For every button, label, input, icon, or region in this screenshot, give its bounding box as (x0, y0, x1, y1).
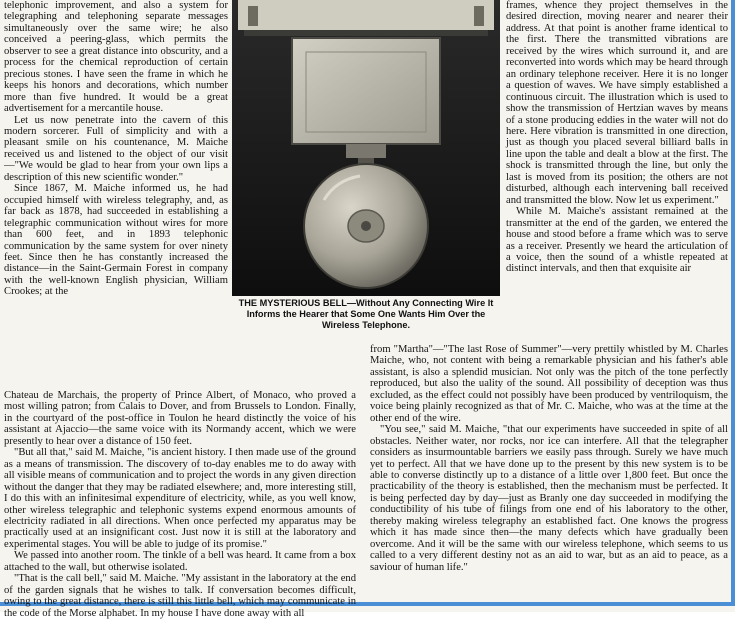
paragraph: frames, whence they project themselves in the desired direction, moving nearer and nearer their address. At that point is another frame identical to the first. There the transmitted vibrations are received by the wires which surround it, and are reconverted into words which may be heard through an ordinary telephone receiver. Here it is no longer a question of waves. We have simply established a continuous circuit. The illustration which is used to show the transmission of Hertzian waves by means of a stone producing eddies in the water will not do here. Here vibration is transmitted in one direction, just as though you placed several billiard balls in line upon the table and dealt a blow at the first. The shock is transmitted through the line, but only the last is moved from its position; the others are not disturbed, although each intervening ball received and transmitted the blow. Now let us experiment." (506, 0, 728, 206)
paragraph: Let us now penetrate into the cavern of this modern sorcerer. Full of simplicity and with a pleasant smile on his countenance, M. Maiche received us and listened to the object of our visit—"We would be glad to hear from your own lips a description of this new scientific wonder." (4, 114, 228, 183)
paragraph: from "Martha"—"The last Rose of Summer"—very prettily whistled by M. Charles Maiche, who, not content with being a remarkable physician and his father's able assistant, is also a splendid musician. Not only was the pitch of the tone perfectly reproduced, but also the uality of the sound. All possibility of deception was thus excluded, as the effect could not possibly have been produced by ventriloquism, the voice being plainly recognized as that of Mr. C. Maiche, who was at the time at the other end of the wire. (370, 344, 728, 424)
bell-figure (232, 0, 500, 336)
paragraph: "But all that," said M. Maiche, "is ancient history. I then made use of the ground as a means of transmission. The discovery of to-day enables me to do away with all visible means of communication and to project the words in any given direction without the danger that they may be radiated elsewhere; and, more interesting still, I do this with an infinitesimal expenditure of electricity, while, as you well know, other wireless telegraphic and telephonic systems expend enormous amounts of electricity radiated in all directions. When once perfected my apparatus may be practically used at an insignificant cost. Just now it is still at the laboratory and experimental stages. You will be able to judge of its promise." (4, 447, 356, 550)
figure-caption (232, 298, 500, 331)
bell-photo (232, 0, 500, 296)
paragraph: "You see," said M. Maiche, "that our experiments have succeeded in spite of all obstacles. Neither water, nor rocks, nor ice can interfere. All that the telegrapher considers as insurmountable barriers we easily pass through. Surely we have much yet to perfect. All that we have done up to the present by this new system is to be able to converse distinctly up to a distance of a little over 1,800 feet. But once the practicability of the theory is established, then the mechanism must be perfected. It is being perfected day by day—just as Branly one day succeeded in modifying the conductibility of his tube of filings from one end of his laboratory to the other, thereby making wireless telegraphy an established fact. One knows the progress which it has made since then—the many defects which have gradually been overcome. And it will be the same with our wireless telephone, which seems to us called to a very different destiny not as an aid to war, but as an aid to peace, as a saviour of human life." (370, 424, 728, 573)
paragraph: "That is the call bell," said M. Maiche. "My assistant in the laboratory at the end of the garden signals that he wishes to talk. If conversation becomes difficult, owing to the great distance, there is still this little bell, which may communicate in the code of the Morse alphabet. In my house I have done away with all (4, 573, 356, 619)
right-column (506, 0, 728, 344)
caption-text: —Without Any Connecting Wire It Informs the Hearer that Some One Wants Him Over the Wireless Telephone. (246, 298, 494, 330)
paragraph: We passed into another room. The tinkle of a bell was heard. It came from a box attached to the wall, but otherwise isolated. (4, 550, 356, 573)
paragraph: While M. Maiche's assistant remained at the transmitter at the end of the garden, we entered the house and stood before a frame which was to serve as a receiver. Presently we heard the articulation of a voice, then the sound of a whistle repeated at distinct intervals, and then that exquisite air (506, 206, 728, 275)
paragraph: Chateau de Marchais, the property of Prince Albert, of Monaco, who proved a most willing patron; from Calais to Dover, and from Brussels to London. Finally, in the courtyard of the post-office in Toulon he heard distinctly the voice of his assistant at Ajaccio—the same voice with its Normandy accent, which we were presently to hear over a distance of 150 feet. (4, 390, 356, 447)
paragraph: telephonic improvement, and also a system for telegraphing and telephoning separate messages simultaneously over the same wire; he also conceived a peering-glass, which permits the observer to see a great distance into obscurity, and a process for the chemical reproduction of certain precious stones. I have seen the frame in which he keeps his honors and decorations, which number more than five hundred. It would be a great advertisement for a mercantile house. (4, 0, 228, 115)
bell-illustration (232, 0, 500, 296)
caption-title: THE MYSTERIOUS BELL (238, 298, 347, 308)
left-column (4, 0, 228, 390)
bottom-left-column (4, 390, 356, 619)
paragraph: Since 1867, M. Maiche informed us, he had occupied himself with wireless telegraphy, and, as far back as 1878, had succeeded in establishing a telegraphic communication without wires for more than 600 feet, and in 1893 telephonic communication by the same system for over ninety feet. Since then he has constantly increased the distance—in the Saint-Germain Forest in company with the well-known English physician, William Crookes; at the (4, 183, 228, 298)
bottom-right-column (370, 344, 728, 602)
